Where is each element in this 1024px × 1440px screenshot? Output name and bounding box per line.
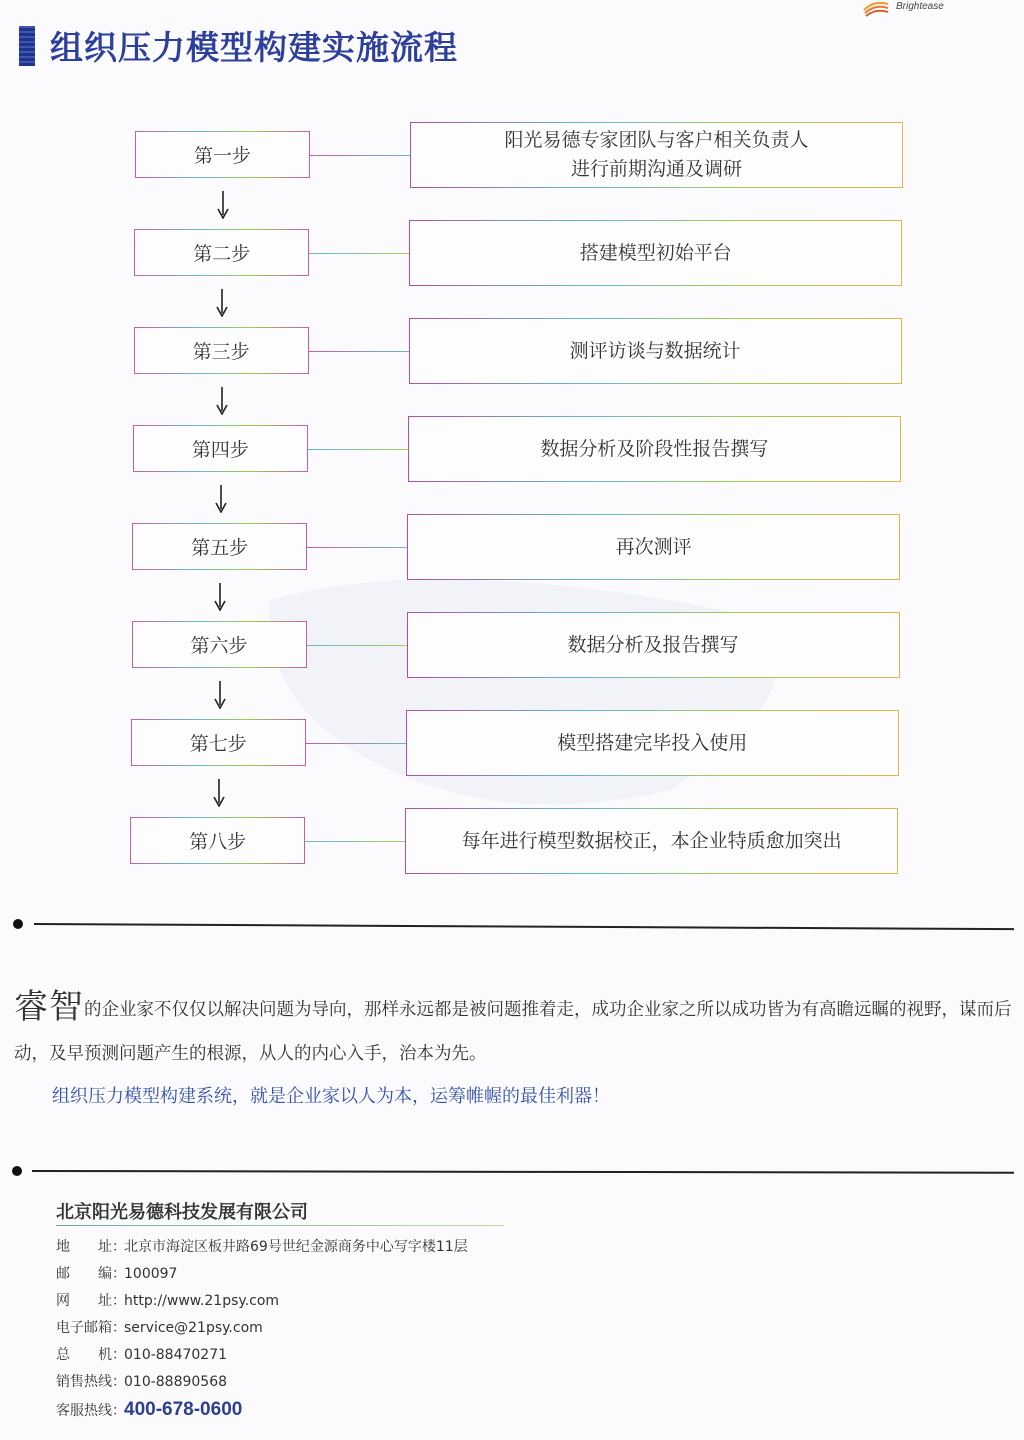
page-title: 组织压力模型构建实施流程 [50,28,458,67]
step-description-line: 测评访谈与数据统计 [569,339,741,362]
title-accent-bar [19,26,35,66]
contact-label: 客服热线： [56,1403,126,1419]
down-arrow-icon [212,583,228,611]
divider-dot [12,1166,22,1176]
step-box-8: 第八步 [130,817,305,864]
contact-row [56,1288,468,1315]
contact-label: 销售热线： [56,1374,126,1390]
contact-value[interactable]: http://www.21psy.com [124,1293,280,1309]
step-description-line: 每年进行模型数据校正，本企业特质愈加突出 [461,829,842,852]
step-description-line: 搭建模型初始平台 [579,241,732,264]
contact-label: 地 址： [56,1239,126,1255]
step-description-5 [407,514,900,580]
step-box-4: 第四步 [133,425,308,472]
step-box-1: 第一步 [135,131,310,178]
step-connector [307,547,407,548]
step-description-4 [408,416,901,482]
contact-label: 邮 编： [56,1266,126,1282]
step-box-3: 第三步 [134,327,309,374]
intro-paragraph [14,985,1019,1076]
contact-value: 010-88890568 [124,1374,228,1390]
brand-name: Brightease [896,1,944,12]
step-box-6: 第六步 [132,621,307,668]
brand-swoosh-icon [862,0,890,18]
contact-row [56,1396,468,1423]
contact-row [56,1234,468,1261]
down-arrow-icon [211,779,227,807]
down-arrow-icon [214,387,230,415]
contact-value: 010-88470271 [124,1347,228,1363]
step-description-7 [406,710,899,776]
step-description-line: 进行前期沟通及调研 [570,158,742,180]
contact-row [56,1315,468,1342]
down-arrow-icon [215,191,231,219]
contact-value: 100097 [124,1266,178,1282]
contact-row [56,1369,468,1396]
step-description-line: 模型搭建完毕投入使用 [557,731,748,754]
company-name: 北京阳光易德科技发展有限公司 [56,1202,308,1223]
step-connector [309,351,409,352]
step-box-2: 第二步 [134,229,309,276]
contact-value: 北京市海淀区板井路69号世纪金源商务中心写字楼11层 [124,1239,468,1255]
contact-label: 电子邮箱： [56,1320,126,1336]
brand-logo [862,0,982,22]
step-connector [308,449,408,450]
down-arrow-icon [213,485,229,513]
step-description-2 [409,220,902,286]
step-box-7: 第七步 [131,719,306,766]
contact-value[interactable]: service@21psy.com [124,1320,263,1336]
paragraph-lead: 睿智 [14,987,84,1027]
step-description-line: 数据分析及报告撰写 [567,633,739,656]
step-description-1 [410,122,903,188]
step-description-line: 再次测评 [615,535,692,558]
step-description-6 [407,612,900,678]
step-description-8 [405,808,898,874]
step-description-line: 阳光易德专家团队与客户相关负责人 [504,129,809,151]
step-description-3 [409,318,902,384]
step-connector [307,645,407,646]
divider-line [34,923,1014,930]
contact-label: 网 址： [56,1293,126,1309]
contact-row [56,1342,468,1369]
divider-dot [13,919,23,929]
divider-line [32,1170,1014,1174]
company-underline [56,1225,504,1226]
contact-value: 400-678-0600 [124,1399,243,1420]
step-connector [305,841,405,842]
step-description-line: 数据分析及阶段性报告撰写 [540,437,769,460]
contact-label: 总 机： [56,1347,126,1363]
down-arrow-icon [214,289,230,317]
contact-row [56,1261,468,1288]
step-connector [310,155,410,156]
contact-list [56,1234,468,1423]
highlight-sentence: 组织压力模型构建系统，就是企业家以人为本，运筹帷幄的最佳利器！ [52,1086,610,1107]
step-connector [309,253,409,254]
background-watermark [250,560,810,820]
down-arrow-icon [212,681,228,709]
step-box-5: 第五步 [132,523,307,570]
step-connector [306,743,406,744]
paragraph-text: 的企业家不仅仅以解决问题为导向，那样永远都是被问题推着走，成功企业家之所以成功皆为有高瞻远瞩的视野，谋而后动，及早预测问题产生的根源，从人的内心入手，治本为先。 [14,1000,1012,1064]
